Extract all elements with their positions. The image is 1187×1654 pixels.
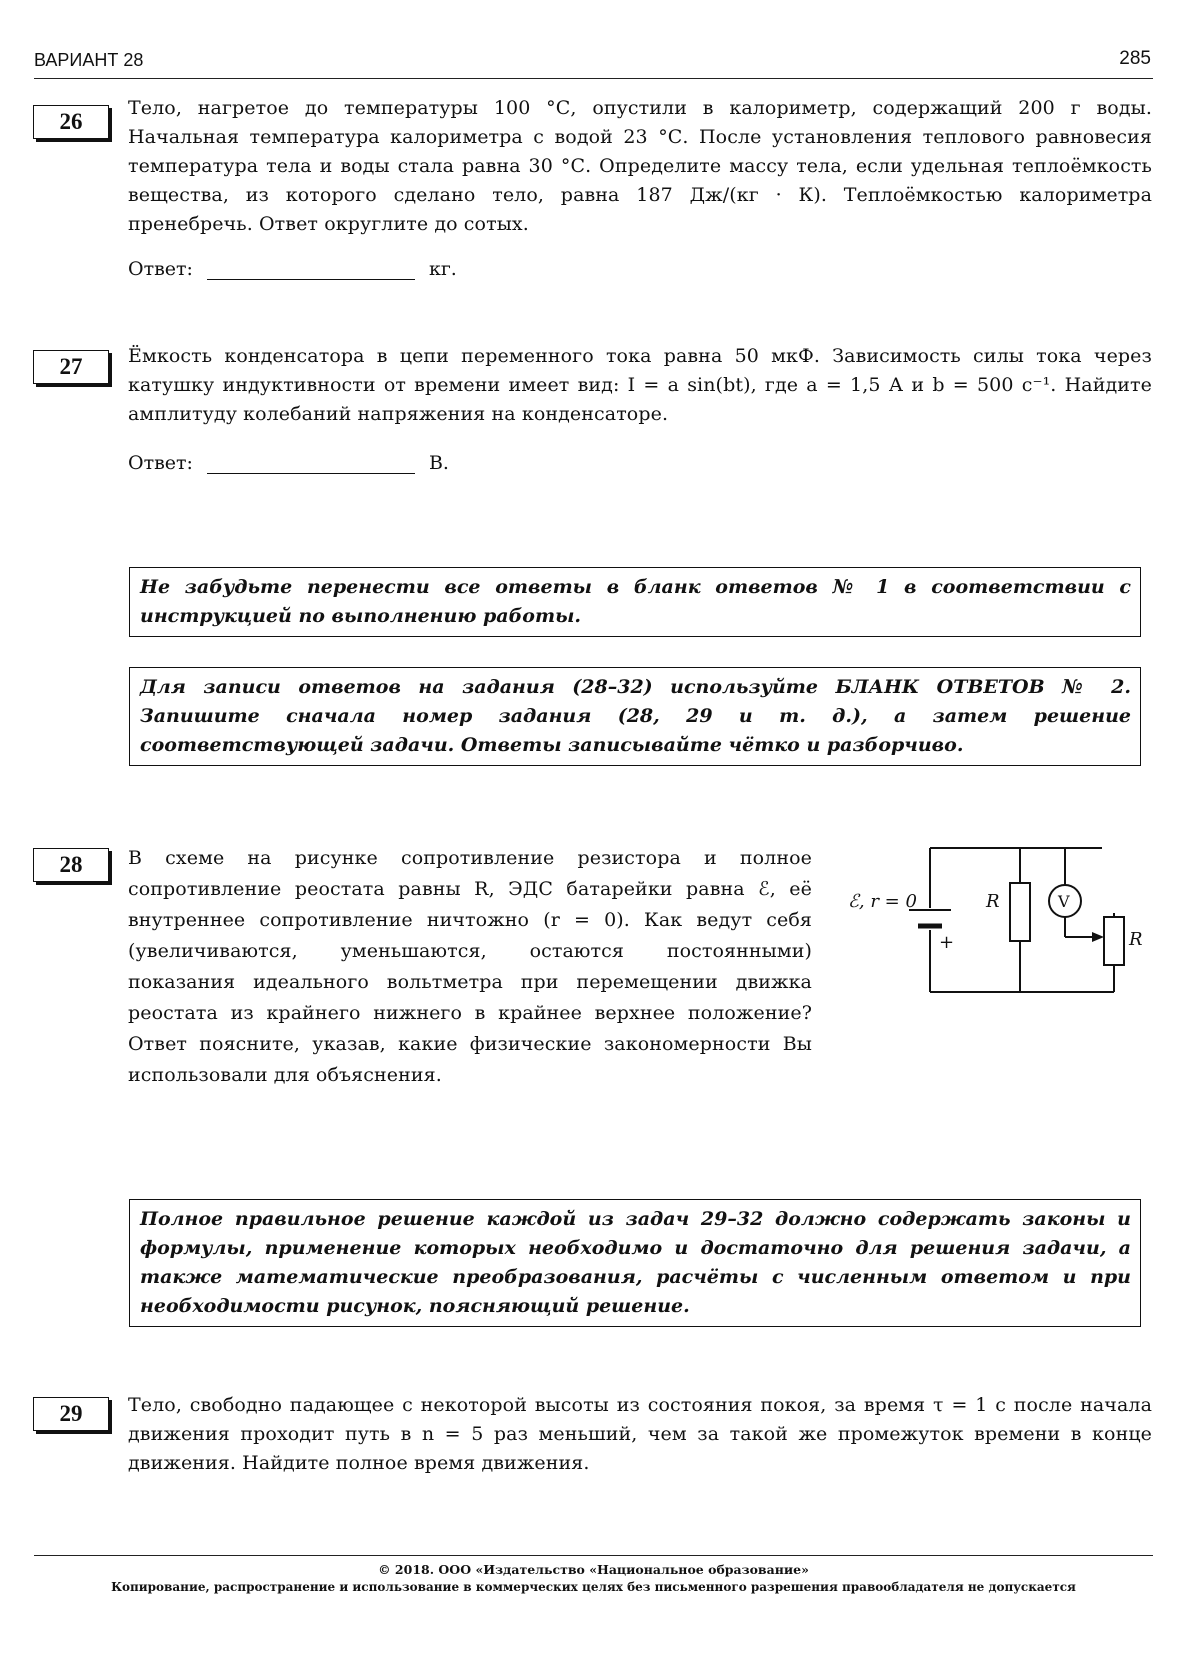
plus-sign: + bbox=[939, 932, 955, 953]
footer-copyright: © 2018. ООО «Издательство «Национальное образование» bbox=[378, 1562, 809, 1577]
resistor-label: R bbox=[986, 891, 1000, 912]
header-divider bbox=[34, 78, 1153, 79]
rheostat-label: R bbox=[1129, 929, 1143, 950]
answer-label: Ответ: bbox=[128, 452, 193, 474]
circuit-diagram bbox=[846, 840, 1146, 1010]
footer-divider bbox=[34, 1555, 1153, 1556]
footer-notice: Копирование, распространение и использование в коммерческих целях без письменного разрешения правообладателя не допускается bbox=[111, 1580, 1076, 1594]
note-full-solution: Полное правильное решение каждой из задач 29–32 должно содержать законы и формулы, применение которых необходимо и достаточно для решения задачи, а также математические преобразования, расчёты с численным ответом и при необходимости рисунок, поясняющий решение. bbox=[129, 1199, 1141, 1327]
task-27-answer bbox=[128, 452, 449, 474]
task-26-text: Тело, нагретое до температуры 100 °С, опустили в калориметр, содержащий 200 г воды. Начальная температура калориметра с водой 23 °С. После установления теплового равновесия температура тела и воды стала равна 30 °С. Определите массу тела, если удельная теплоёмкость вещества, из которого сделано тело, равна 187 Дж/(кг · К). Теплоёмкостью калориметра пренебречь. Ответ округлите до сотых. bbox=[128, 97, 1152, 235]
variant-header: ВАРИАНТ 28 bbox=[34, 50, 144, 70]
battery-label: ℰ, r = 0 bbox=[848, 891, 917, 912]
answer-blank[interactable] bbox=[207, 455, 415, 474]
answer-blank[interactable] bbox=[207, 261, 415, 280]
answer-label: Ответ: bbox=[128, 258, 193, 280]
task-number-27: 27 bbox=[33, 350, 109, 384]
task-26-answer bbox=[128, 258, 457, 280]
page-number: 285 bbox=[1119, 48, 1151, 69]
note-transfer-answers: Не забудьте перенести все ответы в бланк ответов № 1 в соответствии с инструкцией по выполнению работы. bbox=[129, 567, 1141, 637]
task-number-28: 28 bbox=[33, 848, 109, 882]
note-answer-sheet-2: Для записи ответов на задания (28–32) используйте БЛАНК ОТВЕТОВ № 2. Запишите сначала номер задания (28, 29 и т. д.), а затем решение соответствующей задачи. Ответы записывайте чётко и разборчиво. bbox=[129, 667, 1141, 766]
resistor bbox=[1010, 883, 1030, 941]
task-27-text: Ёмкость конденсатора в цепи переменного тока равна 50 мкФ. Зависимость силы тока через катушку индуктивности от времени имеет вид: I = a sin(bt), где a = 1,5 А и b = 500 с⁻¹. Найдите амплитуду колебаний напряжения на конденсаторе. bbox=[128, 345, 1152, 425]
task-29-text: Тело, свободно падающее с некоторой высоты из состояния покоя, за время τ = 1 с после начала движения проходит путь в n = 5 раз меньший, чем за такой же промежуток времени в конце движения. Найдите полное время движения. bbox=[128, 1394, 1152, 1474]
answer-unit: В. bbox=[428, 452, 449, 474]
rheostat-slider-arrow bbox=[1092, 932, 1104, 942]
voltmeter-label: V bbox=[1058, 892, 1070, 911]
answer-unit: кг. bbox=[428, 258, 457, 280]
task-28-text: В схеме на рисунке сопротивление резистора и полное сопротивление реостата равны R, ЭДС батарейки равна ℰ, её внутреннее сопротивление ничтожно (r = 0). Как ведут себя (увеличиваются, уменьшаются, остаются постоянными) показания идеального вольтметра при перемещении движка реостата из крайнего нижнего в крайнее верхнее положение? Ответ поясните, указав, какие физические закономерности Вы использовали для объяснения. bbox=[128, 847, 812, 1086]
task-number-26: 26 bbox=[33, 105, 109, 139]
task-number-29: 29 bbox=[33, 1397, 109, 1431]
rheostat bbox=[1104, 917, 1124, 965]
